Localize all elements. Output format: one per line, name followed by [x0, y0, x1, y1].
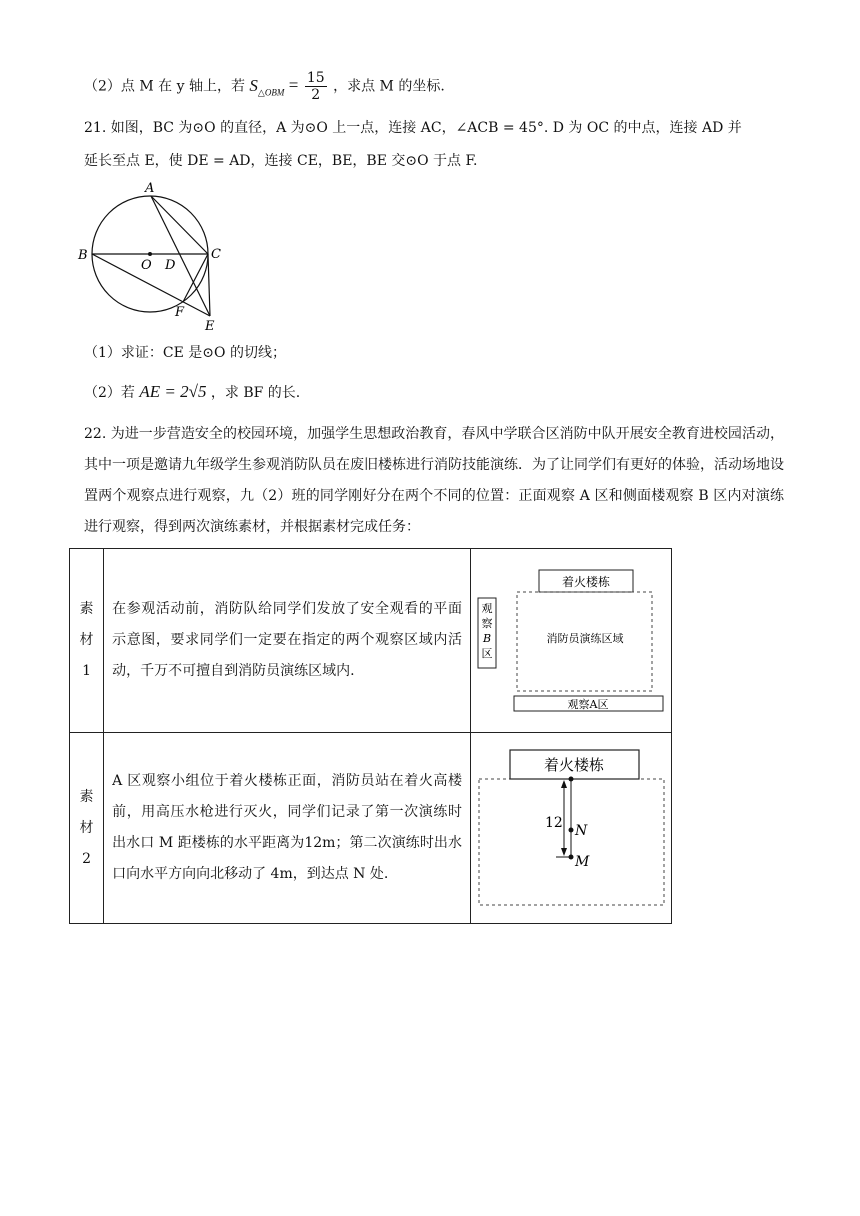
center-point-o [148, 252, 152, 256]
material-2-label: 素 材 2 [70, 733, 104, 924]
q20-part2-suffix: ，求点 M 的坐标. [333, 78, 445, 95]
nozzle-figure [471, 733, 671, 923]
arrow-head-up [561, 780, 567, 788]
point-m [568, 855, 573, 860]
material-1-label: 素 材 1 [70, 549, 104, 733]
q21-stem-line2: 延长至点 E，使 DE = AD，连接 CE，BE，BE 交⊙O 于点 F. [84, 153, 478, 169]
material-row-1 [70, 549, 672, 733]
ae-equation: AE = 2√5 [139, 382, 207, 401]
label-a: A [145, 181, 155, 196]
label-b: B [78, 248, 88, 263]
label-f: F [175, 305, 185, 320]
drill-area-label: 消防员演练区域 [546, 632, 624, 645]
segment-ae [151, 196, 210, 316]
label-c: C [211, 247, 221, 262]
segment-ce [208, 254, 210, 316]
q21-part2: （2）若 AE = 2√5 ，求 BF 的长. [84, 382, 301, 401]
q22-intro: 22. 为进一步营造安全的校园环境，加强学生思想政治教育，春风中学联合区消防中队开展安全教育进校园活动，其中一项是邀请九年级学生参观消防队员在废旧楼栋进行消防技能演练．为了让同学们有更好的体验，活动场地设置两个观察点进行观察，九（2）班的同学刚好分在两个不同的位置：正面观察 A 区和侧面楼观察 B 区内对演练进行观察，得到两次演练素材，并根据素材完成任务： [84, 426, 784, 535]
area-symbol: $S_{\triangle OBM}$ [249, 75, 285, 97]
area-b-char-1: 观 [481, 602, 493, 615]
site-plan-figure [471, 549, 671, 732]
label-m: M [574, 854, 590, 870]
point-n [568, 828, 573, 833]
q21-part1: （1）求证：CE 是⊙O 的切线； [84, 345, 286, 361]
building-label-2: 着火楼栋 [543, 756, 604, 774]
label-d: D [165, 258, 176, 273]
material-2-text: A 区观察小组位于着火楼栋正面，消防员站在着火高楼前，用高压水枪进行灭火，同学们记录了第一次演练时出水口 M 距楼栋的水平距离为12m；第二次演练时出水口向水平方向向北移动了 4m，到达点 N 处. [104, 733, 471, 924]
label-n: N [574, 823, 588, 839]
area-a-label: 观察A区 [567, 698, 609, 711]
building-label: 着火楼栋 [561, 575, 610, 589]
q21-circle-figure [74, 180, 234, 335]
label-o: O [141, 258, 152, 273]
material-row-2 [70, 733, 672, 924]
point-top [568, 777, 573, 782]
material-2-figure-cell [470, 733, 671, 924]
area-b-char-2: 察 [481, 617, 493, 630]
segment-fc [183, 254, 208, 302]
area-fraction: $\frac{15}{2}$ [306, 70, 325, 103]
area-b-char-3: B [482, 632, 492, 645]
arrow-head-down [561, 848, 567, 856]
area-b-char-4: 区 [481, 647, 493, 660]
q21-stem-line1: 21. 如图，BC 为⊙O 的直径，A 为⊙O 上一点，连接 AC，∠ACB = 45°. D 为 OC 的中点，连接 AD 并 [84, 120, 742, 136]
label-e: E [205, 319, 215, 334]
distance-label: 12 [544, 815, 563, 831]
material-1-figure-cell [470, 549, 671, 733]
q20-part2-line: （2）点 M 在 y 轴上，若 $S_{\triangle OBM}$ = $\frac{15}{2}$ ，求点 M 的坐标. [84, 70, 445, 103]
material-1-text: 在参观活动前，消防队给同学们发放了安全观看的平面示意图，要求同学们一定要在指定的两个观察区域内活动，千万不可擅自到消防员演练区域内. [104, 549, 471, 733]
materials-table [69, 548, 672, 924]
q20-part2-prefix: （2）点 M 在 y 轴上，若 [84, 78, 245, 95]
